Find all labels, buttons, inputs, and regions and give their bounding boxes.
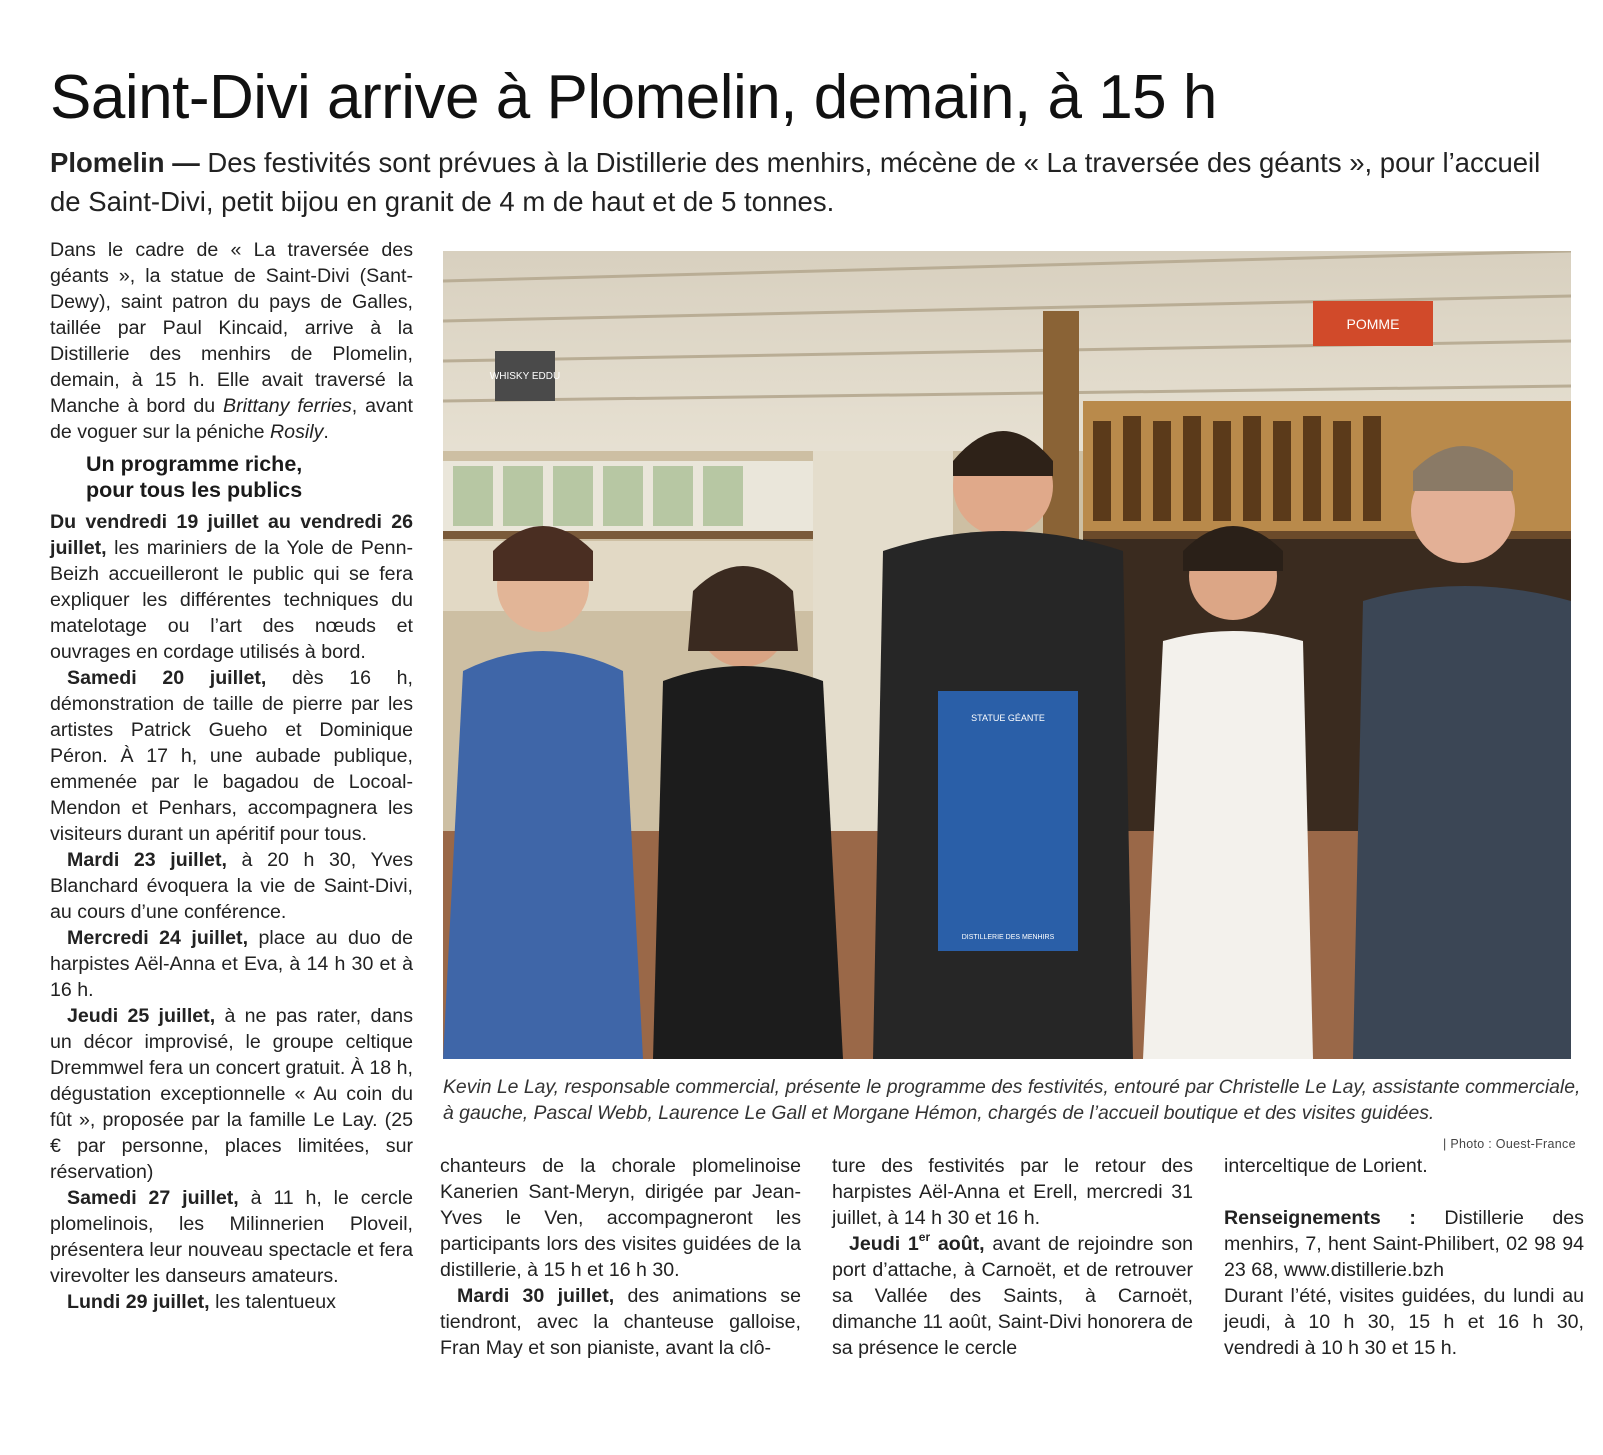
program-text: à 20 h 30, Yves Blanchard évoquera la vie de Saint-Divi, au cours d’une conférence. <box>50 849 413 923</box>
whisky-sign-text: WHISKY EDDU <box>489 371 561 382</box>
program-date: Mardi 23 juillet, <box>67 849 227 871</box>
chapeau-text: Des festivités sont prévues à la Distillerie des menhirs, mécène de « La traversée des géants », pour l’accueil de Saint-Divi, petit bijou en granit de 4 m de haut et de 5 tonnes. <box>50 147 1541 217</box>
program-item <box>50 925 413 1003</box>
program-text: les talentueux <box>209 1291 336 1313</box>
program-item <box>50 1185 413 1289</box>
intro-text-3: . <box>323 421 329 443</box>
photo-credit: | Photo : Ouest-France <box>1443 1137 1576 1151</box>
poster-title: STATUE GÉANTE <box>971 713 1045 723</box>
program-date-part: Jeudi 1 <box>849 1233 919 1255</box>
ship-name: Brittany ferries <box>223 395 352 417</box>
program-date: Du vendredi 19 juillet au vendredi 26 juillet, <box>50 511 413 559</box>
intro-text-1: Dans le cadre de « La traversée des géants », la statue de Saint-Divi (Sant-Dewy), saint patron du pays de Galles, taillée par Paul Kincaid, arrive à la Distillerie des menhirs de Plomelin, demain, à 15 h. Elle avait traversé la Manche à bord du <box>50 239 413 417</box>
program-date: Mercredi 24 juillet, <box>67 927 249 949</box>
chapeau <box>50 143 1570 221</box>
hours-paragraph: Durant l’été, visites guidées, du lundi au jeudi, à 10 h 30, 15 h et 16 h 30, vendredi à 10 h 30 et 15 h. <box>1224 1285 1584 1359</box>
paragraph: chanteurs de la chorale plomelinoise Kanerien Sant-Meryn, dirigée par Jean-Yves le Ven, accompagneront les participants lors des visites guidées de la distillerie, à 15 h et 16 h 30. <box>440 1155 801 1281</box>
spacer <box>1224 1179 1584 1205</box>
info-label: Renseignements : <box>1224 1207 1416 1229</box>
program-text: avant de rejoindre son port d’attache, à Carnoët, et de retrouver sa Vallée des Saints, à Carnoët, dimanche 11 août, Saint-Divi honorera de sa présence le cercle <box>832 1233 1193 1359</box>
column-3 <box>832 1153 1193 1361</box>
dateline: Plomelin — <box>50 147 200 178</box>
program-date: Samedi 20 juillet, <box>67 667 267 689</box>
paragraph: interceltique de Lorient. <box>1224 1155 1428 1177</box>
program-text: les mariniers de la Yole de Penn-Beizh accueilleront le public qui se fera expliquer les différentes techniques du matelotage ou l’art des nœuds et ouvrages en cordage utilisés à bord. <box>50 537 413 663</box>
program-text: des animations se tiendront, avec la chanteuse galloise, Fran May et son pianiste, avant la clô- <box>440 1285 801 1359</box>
program-date: Lundi 29 juillet, <box>67 1291 210 1313</box>
column-4 <box>1224 1153 1584 1361</box>
intro-text-2: , avant de voguer sur la péniche <box>50 395 413 443</box>
program-text: dès 16 h, démonstration de taille de pierre par les artistes Patrick Gueho et Dominique Péron. À 17 h, une aubade publique, emmenée par le bagadou de Locoal-Mendon et Penhars, accompagnera les visiteurs durant un apéritif pour tous. <box>50 667 413 845</box>
paragraph: ture des festivités par le retour des harpistes Aël-Anna et Erell, mercredi 31 juillet, à 14 h 30 et 16 h. <box>832 1155 1193 1229</box>
subheading-line-2: pour tous les publics <box>86 478 303 502</box>
program-item <box>50 509 413 665</box>
column-1 <box>50 237 413 1315</box>
program-date: Samedi 27 juillet, <box>67 1187 239 1209</box>
pomme-sign-text: POMME <box>1346 316 1400 332</box>
program-text: à 11 h, le cercle plomelinois, les Milinnerien Ploveil, présentera leur nouveau spectacle et fera virevolter les danseurs amateurs. <box>50 1187 413 1287</box>
poster-footer: DISTILLERIE DES MENHIRS <box>961 934 1055 941</box>
headline: Saint-Divi arrive à Plomelin, demain, à 15 h <box>50 63 1217 132</box>
column-2 <box>440 1153 801 1361</box>
subheading <box>86 451 413 503</box>
program-item <box>50 847 413 925</box>
program-date: Mardi 30 juillet, <box>457 1285 615 1307</box>
program-item <box>440 1283 801 1361</box>
intro-paragraph <box>50 237 413 445</box>
subheading-line-1: Un programme riche, <box>86 452 303 476</box>
barge-name: Rosily <box>270 421 324 443</box>
program-item <box>832 1231 1193 1361</box>
program-item <box>50 1289 413 1315</box>
program-date: Jeudi 25 juillet, <box>67 1005 216 1027</box>
program-item <box>50 1003 413 1185</box>
program-item <box>50 665 413 847</box>
info-text: Distillerie des menhirs, 7, hent Saint-Philibert, 02 98 94 23 68, www.distillerie.bzh <box>1224 1207 1584 1281</box>
info-paragraph <box>1224 1205 1584 1283</box>
program-date <box>849 1230 985 1255</box>
event-poster <box>938 691 1078 951</box>
program-text: à ne pas rater, dans un décor improvisé, le groupe celtique Dremmwel fera un concert gratuit. À 18 h, dégustation exceptionnelle « Au coin du fût », proposée par la famille Le Lay. (25 € par personne, places limitées, sur réservation) <box>50 1005 414 1183</box>
shop-scene-illustration <box>443 251 1571 1059</box>
photo-caption: Kevin Le Lay, responsable commercial, présente le programme des festivités, entouré par Christelle Le Lay, assistante commerciale, à gauche, Pascal Webb, Laurence Le Gall et Morgane Hémon, chargés de l’accueil boutique et des visites guidées. <box>443 1076 1581 1124</box>
program-date-sup: er <box>918 1230 931 1244</box>
news-photo <box>443 251 1571 1059</box>
program-date-part: août, <box>930 1233 985 1255</box>
program-text: place au duo de harpistes Aël-Anna et Eva, à 14 h 30 et à 16 h. <box>50 927 413 1001</box>
